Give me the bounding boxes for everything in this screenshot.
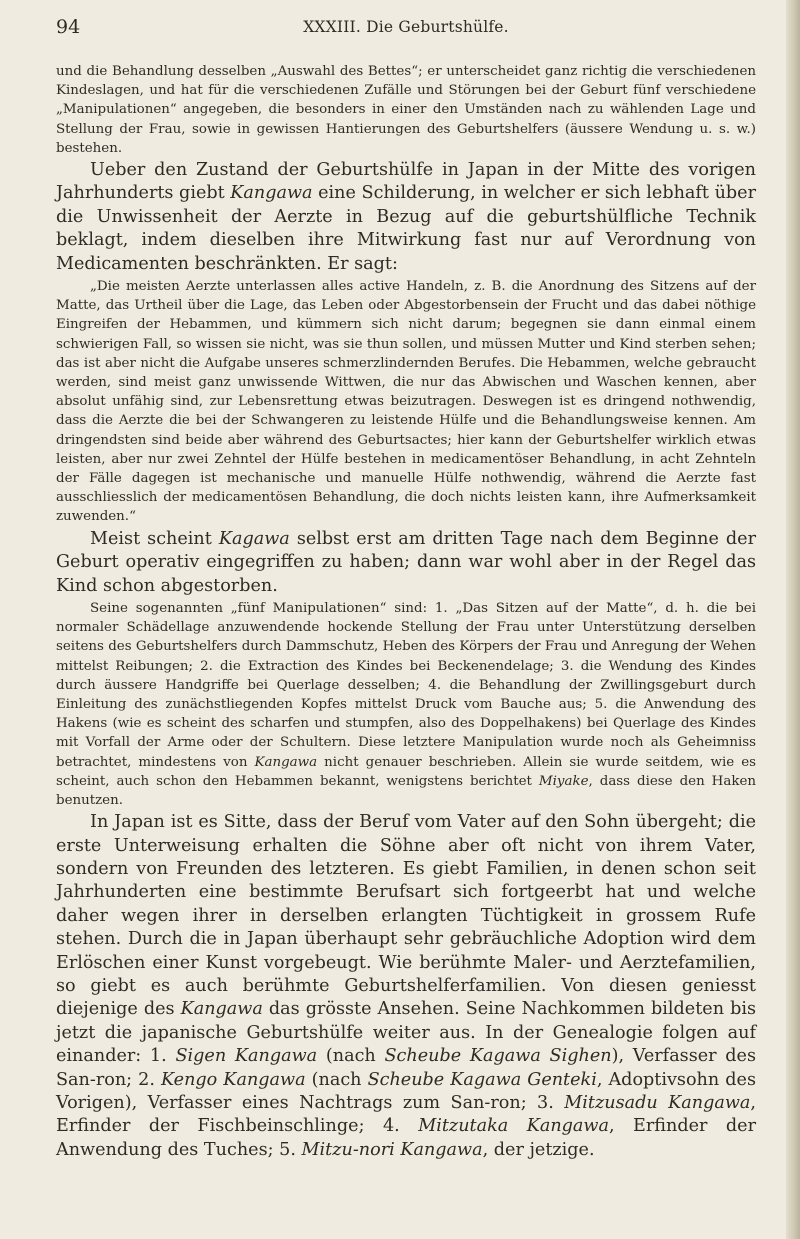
text-run: nicht genauer beschrieben. Allein sie wurde seitdem, wie es scheint, auch schon den Hebammen bekannt, wenigstens berichtet <box>56 754 756 789</box>
italic-name: Kengo Kangawa <box>160 1069 306 1090</box>
text-run: , der jetzige. <box>482 1139 595 1160</box>
text-run: „Die meisten Aerzte unterlassen alles active Handeln, z. B. die Anordnung des Sitzens auf der Matte, das Urtheil über die Lage, das Leben oder Abgestorbensein der Frucht und das dabei nöthige Eingreifen der Hebammen, und kümmern sich nicht darum; begegnen sie dann einmal einem schwierigen Fall, so wissen sie nicht, was sie thun sollen, und müssen Mutter und Kind sterben sehen; das ist aber nicht die Aufgabe unseres schmerzlindernden Berufes. Die Hebammen, welche gebraucht werden, sind meist ganz unwissende Wittwen, die nur das Abwischen und Waschen kennen, aber absolut unfähig sind, zur Lebensrettung etwas beizutragen. Deswegen ist es dringend nothwendig, dass die Aerzte die bei der Schwangeren zu leistende Hülfe und die Behandlungsweise kennen. Am dringendsten sind beide aber während des Geburtsactes; hier kann der Geburtshelfer wirklich etwas leisten, aber nur zwei Zehntel der Hülfe bestehen in medicamentöser Behandlung, in acht Zehnteln der Fälle dagegen ist mechanische und manuelle Hülfe nothwendig, während die Aerzte fast ausschliesslich der medicamentösen Behandlung, die doch nichts leisten kann, ihre Aufmerksamkeit zuwenden.“ <box>56 279 756 525</box>
text-run: das grösste Ansehen. Seine Nachkommen bildeten bis jetzt die japanische Geburtshülfe weiter aus. In der Genealogie folgen auf einander: 1. <box>56 999 756 1067</box>
italic-name: Scheube Kagawa Genteki <box>367 1069 597 1090</box>
text-run: Ueber den Zustand der Geburtshülfe in Japan in der Mitte des vorigen Jahrhunderts giebt <box>56 160 756 204</box>
text-run: eine Schilderung, in welcher er sich lebhaft über die Unwissenheit der Aerzte in Bezug auf die geburtshülfliche Technik beklagt, indem dieselben ihre Mitwirkung fast nur auf Verordnung von Medicamenten beschränkten. Er sagt: <box>56 183 757 274</box>
text-run: selbst erst am dritten Tage nach dem Beginne der Geburt operativ eingegriffen zu haben; dann war wohl aber in der Regel das Kind schon abgestorben. <box>56 528 756 596</box>
text-run: (nach <box>305 1069 368 1090</box>
text-run: In Japan ist es Sitte, dass der Beruf vom Vater auf den Sohn übergeht; die erste Unterweisung erhalten die Söhne aber oft nicht von ihrem Vater, sondern von Freunden des letzteren. Es giebt Familien, in denen schon seit Jahrhunderten eine bestimmte Berufsart sich fortgeerbt hat und welche daher wegen ihrer in derselben erlangten Tüchtigkeit in grossem Rufe stehen. Durch die in Japan überhaupt sehr gebräuchliche Adoption wird dem Erlöschen einer Kunst vorgebeugt. Wie berühmte Maler- und Aerztefamilien, so giebt es auch berühmte Geburtshelferfamilien. Von diesen geniesst diejenige des <box>56 812 756 1020</box>
quote-paragraph <box>56 277 756 527</box>
text-run: (nach <box>317 1046 385 1067</box>
paragraph-4 <box>56 811 756 1162</box>
text-run: ), Verfasser des San-ron; 2. <box>56 1046 756 1090</box>
italic-name: Mitzu-nori Kangawa <box>301 1139 483 1160</box>
text-run: Seine sogenannten „fünf Manipulationen“ sind: 1. „Das Sitzen auf der Matte“, d. h. die bei normaler Schädellage anzuwendende hockende Stellung der Frau unter Unterstützung derselben seitens des Geburtshelfers durch Dammschutz, Heben des Körpers der Frau und Anregung der Wehen mittelst Reibungen; 2. die Extraction des Kindes bei Beckenendelage; 3. die Wendung des Kindes durch äussere Handgriffe bei Querlage desselben; 4. die Behandlung der Zwillingsgeburt durch Einleitung des zunächstliegenden Kopfes mittelst Druck vom Bauche aus; 5. die Anwendung des Hakens (wie es scheint des scharfen und stumpfen, also des Doppelhakens) bei Querlage des Kindes mit Vorfall der Arme oder der Schultern. Diese letztere Manipulation wurde noch als Geheimniss betrachtet, mindestens von <box>56 600 756 770</box>
italic-name: Kangawa <box>230 183 313 204</box>
running-title: XXXIII. Die Geburtshülfe. <box>303 18 509 36</box>
italic-name: Scheube Kagawa Sighen <box>384 1046 612 1067</box>
page-number: 94 <box>56 16 81 38</box>
page-body <box>56 62 756 1162</box>
italic-name: Miyake <box>538 773 589 789</box>
text-run: , Adoptivsohn des Vorigen), Verfasser eines Nachtrags zum San-ron; 3. <box>56 1069 756 1114</box>
italic-name: Mitzutaka Kangawa <box>418 1116 609 1137</box>
italic-name: Sigen Kangawa <box>175 1046 318 1067</box>
text-run: , Erfinder der Anwendung des Tuches; 5. <box>56 1116 756 1160</box>
text-run: und die Behandlung desselben „Auswahl des Bettes“; er unterscheidet ganz richtig die verschiedenen Kindeslagen, und hat für die verschiedenen Zufälle und Störungen bei der Geburt fünf verschiedene „Manipulationen“ angegeben, die besonders in einer den Umständen nach zu wählenden Lage und Stellung der Frau, sowie in gewissen Hantierungen des Geburtshelfers (äussere Wendung u. s. w.) bestehen. <box>56 64 756 156</box>
manipulations-paragraph <box>56 599 756 810</box>
italic-name: Kagawa <box>218 528 290 549</box>
text-run: , Erfinder der Fischbeinschlinge; 4. <box>56 1093 756 1137</box>
italic-name: Mitzusadu Kangawa <box>564 1093 751 1114</box>
paragraph-3 <box>56 528 756 598</box>
text-run: Meist scheint <box>90 528 219 549</box>
paragraph-1 <box>56 62 756 158</box>
text-run: , dass diese den Haken benutzen. <box>56 773 756 808</box>
paragraph-2 <box>56 159 756 276</box>
page-header <box>56 16 756 40</box>
italic-name: Kangawa <box>180 999 263 1020</box>
italic-name: Kangawa <box>254 754 318 770</box>
page-edge <box>786 0 800 1239</box>
